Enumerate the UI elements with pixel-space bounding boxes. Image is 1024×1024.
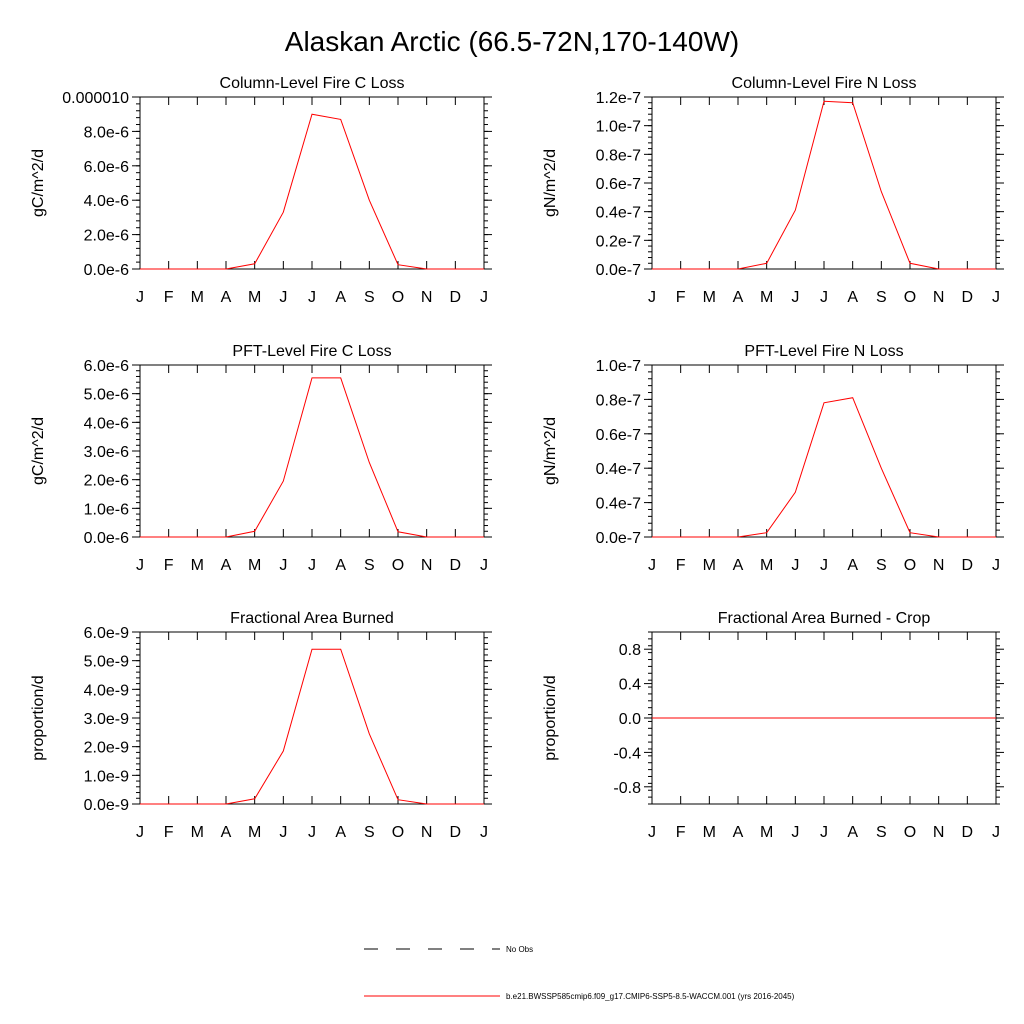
x-tick-label: M — [702, 289, 716, 306]
y-tick-label: 1.0e-7 — [595, 358, 641, 375]
x-tick-label: D — [961, 289, 974, 306]
x-tick-label: A — [732, 289, 744, 306]
x-tick-label: D — [449, 824, 462, 841]
panel-title: PFT-Level Fire C Loss — [232, 343, 392, 360]
x-tick-label: J — [648, 824, 656, 841]
y-tick-label: 4.0e-6 — [83, 193, 129, 211]
x-tick-label: M — [248, 824, 262, 841]
panel-pft-level-fire-n-loss — [542, 343, 1004, 574]
plot-frame — [140, 365, 484, 537]
x-tick-label: D — [961, 557, 974, 574]
y-tick-label: 0.4 — [618, 676, 641, 694]
panel-title: Fractional Area Burned — [230, 610, 394, 627]
y-tick-label: 0.4e-7 — [595, 204, 641, 222]
x-tick-label: A — [220, 289, 232, 306]
panel-title: PFT-Level Fire N Loss — [744, 343, 904, 360]
x-tick-label: J — [480, 557, 488, 574]
y-axis-label: gN/m^2/d — [542, 417, 559, 485]
y-tick-label: 0.0e-7 — [595, 262, 641, 279]
x-tick-label: D — [449, 289, 462, 306]
y-tick-label: 5.0e-6 — [83, 386, 129, 404]
x-tick-label: J — [820, 289, 828, 306]
x-tick-label: J — [279, 289, 288, 306]
x-tick-label: J — [136, 824, 144, 841]
x-tick-label: F — [675, 289, 686, 306]
legend — [364, 945, 795, 1001]
y-tick-label: 0.0e-7 — [595, 530, 641, 547]
plot-frame — [652, 97, 996, 269]
x-tick-label: J — [136, 289, 144, 306]
x-tick-label: F — [675, 824, 686, 841]
x-tick-label: F — [163, 557, 174, 574]
x-tick-label: M — [760, 289, 774, 306]
y-tick-label: 1.2e-7 — [595, 90, 641, 107]
panel-title: Fractional Area Burned - Crop — [717, 610, 931, 627]
legend-no-obs-label: No Obs — [506, 945, 534, 954]
y-tick-label: -0.4 — [613, 745, 641, 763]
y-tick-label: 0.8 — [618, 642, 641, 660]
y-tick-label: 2.0e-6 — [83, 227, 129, 245]
x-tick-label: J — [480, 824, 488, 841]
x-tick-label: N — [420, 557, 433, 574]
x-tick-label: S — [875, 824, 887, 841]
x-tick-label: J — [308, 824, 316, 841]
series-line — [140, 378, 484, 537]
x-tick-label: S — [363, 289, 375, 306]
x-tick-label: D — [449, 557, 462, 574]
x-tick-label: O — [391, 824, 405, 841]
x-tick-label: M — [190, 289, 204, 306]
panel-title: Column-Level Fire N Loss — [731, 75, 917, 92]
x-tick-label: J — [279, 824, 288, 841]
x-tick-label: N — [932, 824, 945, 841]
x-tick-label: A — [335, 289, 347, 306]
y-axis-label: gC/m^2/d — [30, 149, 47, 217]
x-tick-label: J — [791, 557, 800, 574]
x-tick-label: J — [308, 557, 316, 574]
x-tick-label: A — [847, 824, 859, 841]
y-tick-label: 0.0e-9 — [83, 797, 129, 814]
y-tick-label: 0.0 — [618, 711, 641, 728]
y-tick-label: 6.0e-6 — [83, 158, 129, 176]
x-tick-label: J — [279, 557, 288, 574]
legend-model-label: b.e21.BWSSP585cmip6.f09_g17.CMIP6-SSP5-8.5-WACCM.001 (yrs 2016-2045) — [506, 992, 795, 1001]
panel-fractional-area-burned-crop — [542, 610, 1004, 841]
y-tick-label: 0.000010 — [62, 90, 129, 107]
y-tick-label: -0.8 — [613, 779, 641, 797]
x-tick-label: J — [136, 557, 144, 574]
x-tick-label: O — [903, 824, 917, 841]
y-tick-label: 4.0e-6 — [83, 415, 129, 433]
y-tick-label: 0.8e-7 — [595, 392, 641, 410]
x-tick-label: M — [702, 557, 716, 574]
x-tick-label: O — [391, 557, 405, 574]
x-tick-label: A — [732, 824, 744, 841]
x-tick-label: N — [932, 557, 945, 574]
x-tick-label: N — [932, 289, 945, 306]
x-tick-label: J — [648, 289, 656, 306]
x-tick-label: A — [335, 557, 347, 574]
y-tick-label: 0.4e-7 — [595, 495, 641, 513]
y-axis-label: proportion/d — [542, 675, 559, 761]
y-tick-label: 0.0e-6 — [83, 262, 129, 279]
y-tick-label: 0.0e-6 — [83, 530, 129, 547]
y-tick-label: 1.0e-7 — [595, 118, 641, 136]
x-tick-label: F — [163, 824, 174, 841]
x-tick-label: J — [308, 289, 316, 306]
y-tick-label: 2.0e-6 — [83, 472, 129, 490]
x-tick-label: A — [335, 824, 347, 841]
x-tick-label: J — [791, 824, 800, 841]
x-tick-label: S — [875, 289, 887, 306]
plot-frame — [140, 97, 484, 269]
y-tick-label: 3.0e-6 — [83, 444, 129, 461]
page-title: Alaskan Arctic (66.5-72N,170-140W) — [284, 26, 740, 57]
x-tick-label: D — [961, 824, 974, 841]
panel-column-level-fire-c-loss — [30, 75, 492, 306]
y-tick-label: 4.0e-9 — [83, 682, 129, 700]
x-tick-label: J — [820, 557, 828, 574]
y-tick-label: 8.0e-6 — [83, 124, 129, 142]
x-tick-label: J — [480, 289, 488, 306]
x-tick-label: S — [363, 824, 375, 841]
y-tick-label: 0.2e-7 — [595, 233, 641, 251]
x-tick-label: S — [363, 557, 375, 574]
y-axis-label: gC/m^2/d — [30, 417, 47, 485]
x-tick-label: J — [820, 824, 828, 841]
x-tick-label: A — [847, 289, 859, 306]
panel-fractional-area-burned — [30, 610, 492, 841]
y-tick-label: 0.8e-7 — [595, 147, 641, 165]
panel-title: Column-Level Fire C Loss — [219, 75, 405, 92]
y-tick-label: 1.0e-9 — [83, 768, 129, 786]
x-tick-label: N — [420, 289, 433, 306]
x-tick-label: J — [992, 289, 1000, 306]
x-tick-label: A — [732, 557, 744, 574]
panel-pft-level-fire-c-loss — [30, 343, 492, 574]
y-tick-label: 0.4e-7 — [595, 461, 641, 479]
x-tick-label: M — [248, 289, 262, 306]
y-tick-label: 1.0e-6 — [83, 501, 129, 519]
x-tick-label: M — [760, 557, 774, 574]
x-tick-label: S — [875, 557, 887, 574]
x-tick-label: M — [702, 824, 716, 841]
series-line — [140, 114, 484, 269]
y-tick-label: 6.0e-9 — [83, 625, 129, 642]
x-tick-label: O — [903, 557, 917, 574]
x-tick-label: J — [791, 289, 800, 306]
y-tick-label: 5.0e-9 — [83, 653, 129, 671]
x-tick-label: J — [648, 557, 656, 574]
x-tick-label: M — [190, 557, 204, 574]
y-tick-label: 0.6e-7 — [595, 176, 641, 193]
x-tick-label: A — [220, 824, 232, 841]
y-tick-label: 6.0e-6 — [83, 358, 129, 375]
x-tick-label: O — [391, 289, 405, 306]
x-tick-label: F — [675, 557, 686, 574]
x-tick-label: A — [847, 557, 859, 574]
series-line — [652, 101, 996, 269]
x-tick-label: F — [163, 289, 174, 306]
x-tick-label: M — [760, 824, 774, 841]
x-tick-label: M — [190, 824, 204, 841]
y-tick-label: 0.6e-7 — [595, 426, 641, 444]
x-tick-label: O — [903, 289, 917, 306]
x-tick-label: M — [248, 557, 262, 574]
x-tick-label: J — [992, 557, 1000, 574]
series-line — [140, 649, 484, 804]
plot-frame — [140, 632, 484, 804]
y-tick-label: 2.0e-9 — [83, 739, 129, 757]
y-axis-label: proportion/d — [30, 675, 47, 761]
x-tick-label: N — [420, 824, 433, 841]
plot-frame — [652, 365, 996, 537]
x-tick-label: A — [220, 557, 232, 574]
y-tick-label: 3.0e-9 — [83, 711, 129, 728]
x-tick-label: J — [992, 824, 1000, 841]
panel-column-level-fire-n-loss — [542, 75, 1004, 306]
y-axis-label: gN/m^2/d — [542, 149, 559, 217]
series-line — [652, 398, 996, 537]
